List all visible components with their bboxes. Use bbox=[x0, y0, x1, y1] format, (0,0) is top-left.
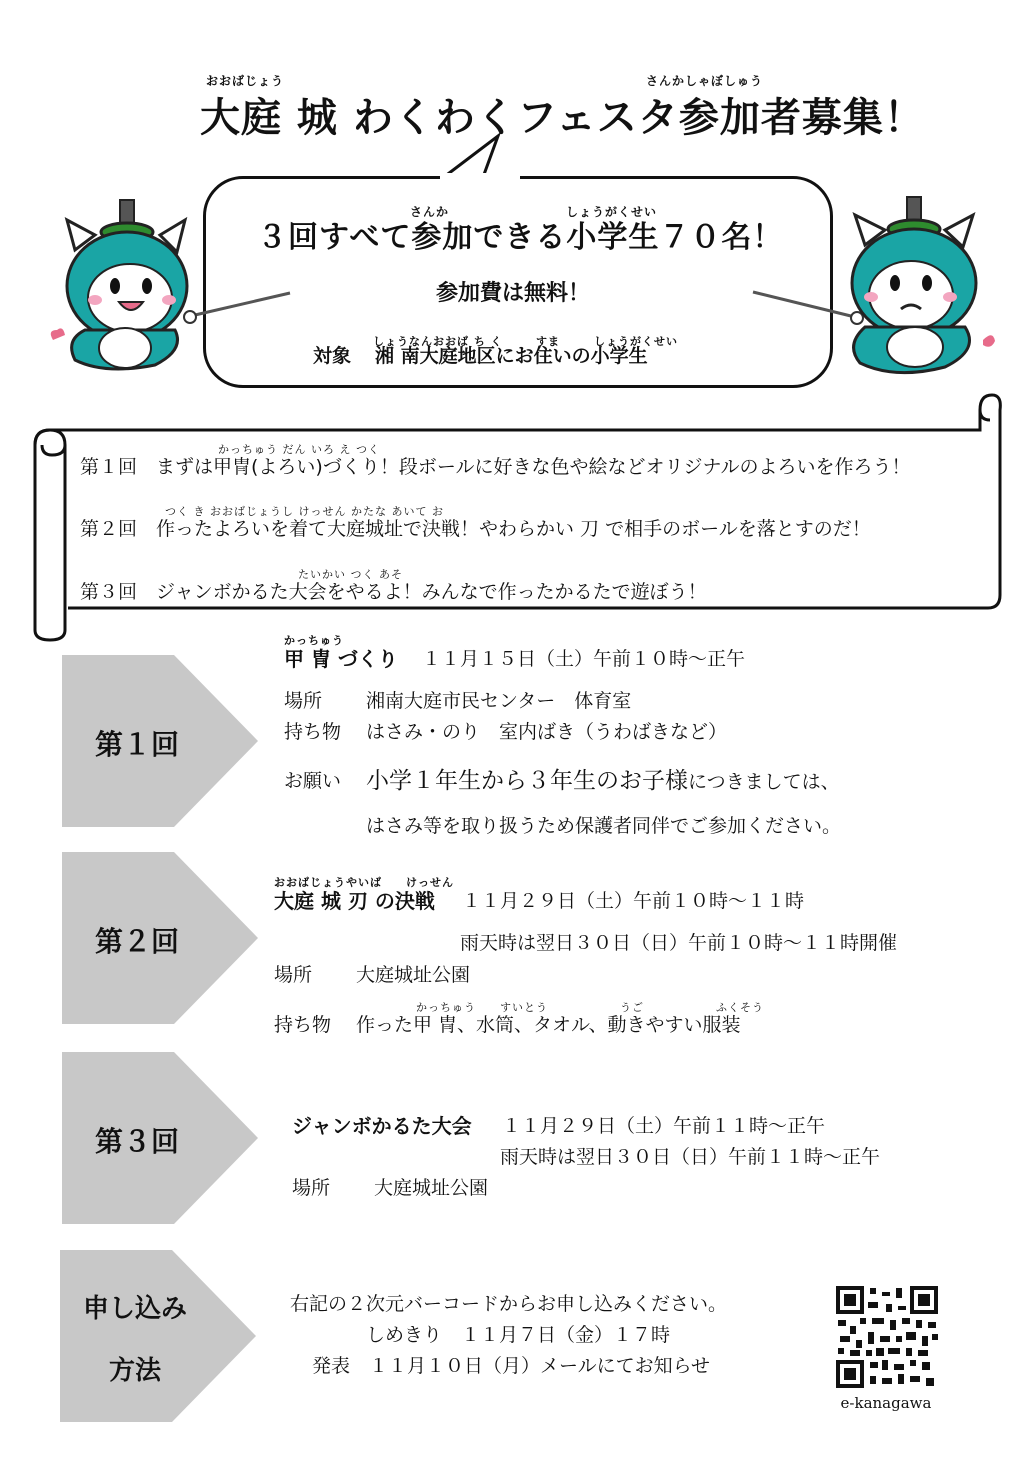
session-2-place: 大庭城址公園 bbox=[356, 964, 471, 986]
session-2-ruby: おおばじょうやいば けっせん bbox=[274, 876, 454, 889]
bubble-headline: ３回すべて参加できる小学生７０名！ bbox=[257, 220, 784, 255]
session-3-name: ジャンボかるた大会 bbox=[292, 1114, 472, 1138]
scroll-ruby-1: かっちゅう だん いろ え つく bbox=[218, 443, 380, 456]
session-2-items-ruby: かっちゅう すいとう うご ふくそう bbox=[416, 1001, 764, 1014]
title-ruby-right: さんかしゃぼしゅう bbox=[646, 74, 764, 88]
session-3-label: 第３回 bbox=[94, 1125, 179, 1158]
scroll-item-2: 第２回 作ったよろいを着て大庭城址で決戦！やわらかい 刀 で相手のボールを落とすのだ！ bbox=[80, 518, 871, 540]
session-1-label: 第１回 bbox=[94, 728, 179, 761]
bubble-fee: 参加費は無料！ bbox=[436, 281, 591, 306]
session-1-request-emphasis: 小学１年生から３年生のお子様 bbox=[366, 768, 688, 794]
title-ruby-left: おおばじょう bbox=[206, 74, 285, 88]
apply-label-line2: 方法 bbox=[108, 1356, 161, 1386]
session-3-date: １１月２９日（土）午前１１時～正午 bbox=[502, 1115, 826, 1137]
mascot-left-illustration bbox=[45, 190, 295, 390]
session-1-request-tail: につきましては、 bbox=[688, 771, 840, 793]
page-title: 大庭 城 わくわくフェスタ参加者募集！ bbox=[200, 95, 925, 141]
session-2-name: 大庭 城 刃 の決戦 bbox=[274, 889, 435, 913]
session-1-request-line2: はさみ等を取り扱うため保護者同伴でご参加ください。 bbox=[366, 815, 842, 837]
session-2-rain: 雨天時は翌日３０日（日）午前１０時～１１時開催 bbox=[460, 932, 898, 954]
scroll-ruby-2: つく き おおばじょうし けっせん かたな あいて お bbox=[165, 505, 444, 518]
target-label: 対象 bbox=[313, 345, 352, 367]
scroll-item-1: 第１回 まずは甲冑(よろい)づくり！段ボールに好きな色や絵などオリジナルのよろいを作ろう！ bbox=[80, 456, 911, 478]
session-1-items: はさみ・のり 室内ばき（うわばきなど） bbox=[366, 721, 728, 743]
session-1-place: 湘南大庭市民センター 体育室 bbox=[366, 690, 632, 712]
ruby-sanka: さんか bbox=[410, 205, 450, 219]
session-2-date: １１月２９日（土）午前１０時～１１時 bbox=[462, 890, 805, 912]
bubble-target bbox=[313, 341, 648, 368]
session-1-items-label: 持ち物 bbox=[284, 721, 342, 743]
session-2-label: 第２回 bbox=[94, 925, 179, 958]
apply-deadline: しめきり １１月７日（金）１７時 bbox=[366, 1324, 671, 1346]
apply-arrow bbox=[60, 1250, 260, 1422]
qr-code[interactable] bbox=[836, 1286, 938, 1388]
ruby-sumai: すま bbox=[536, 335, 560, 348]
apply-line-1: 右記の２次元バーコードからお申し込みください。 bbox=[290, 1293, 728, 1315]
session-1-request bbox=[366, 762, 840, 795]
session-1-request-label: お願い bbox=[284, 770, 342, 792]
session-1-name: 甲 冑 づくり bbox=[284, 647, 398, 671]
ruby-target: しょうなんおおば ち く bbox=[373, 335, 503, 348]
ruby-shougakusei: しょうがくせい bbox=[566, 205, 658, 219]
scroll-ruby-3: たいかい つく あそ bbox=[298, 568, 403, 581]
apply-label-line1: 申し込み bbox=[82, 1294, 187, 1324]
session-3-rain: 雨天時は翌日３０日（日）午前１１時～正午 bbox=[500, 1146, 881, 1168]
session-3-place-label: 場所 bbox=[292, 1177, 331, 1199]
qr-caption: e-kanagawa bbox=[840, 1394, 932, 1412]
session-1-ruby: かっちゅう bbox=[284, 634, 344, 647]
scroll-item-3: 第３回 ジャンボかるた大会をやるよ！みんなで作ったかるたで遊ぼう！ bbox=[80, 581, 707, 603]
session-2-items-label: 持ち物 bbox=[274, 1014, 332, 1036]
apply-announcement: 発表 １１月１０日（月）メールにてお知らせ bbox=[312, 1355, 711, 1377]
ruby-shougakusei-2: しょうがくせい bbox=[594, 335, 678, 348]
session-1-date: １１月１５日（土）午前１０時～正午 bbox=[422, 648, 746, 670]
session-2-place-label: 場所 bbox=[274, 964, 313, 986]
bubble-tail-join bbox=[440, 173, 520, 181]
mascot-right-illustration bbox=[745, 185, 1000, 390]
target-text: 湘 南大庭地区にお住いの小学生 bbox=[375, 345, 648, 367]
session-1-place-label: 場所 bbox=[284, 690, 323, 712]
session-2-items: 作った甲 冑、水筒、タオル、動きやすい服装 bbox=[356, 1014, 741, 1036]
session-3-place: 大庭城址公園 bbox=[374, 1177, 489, 1199]
